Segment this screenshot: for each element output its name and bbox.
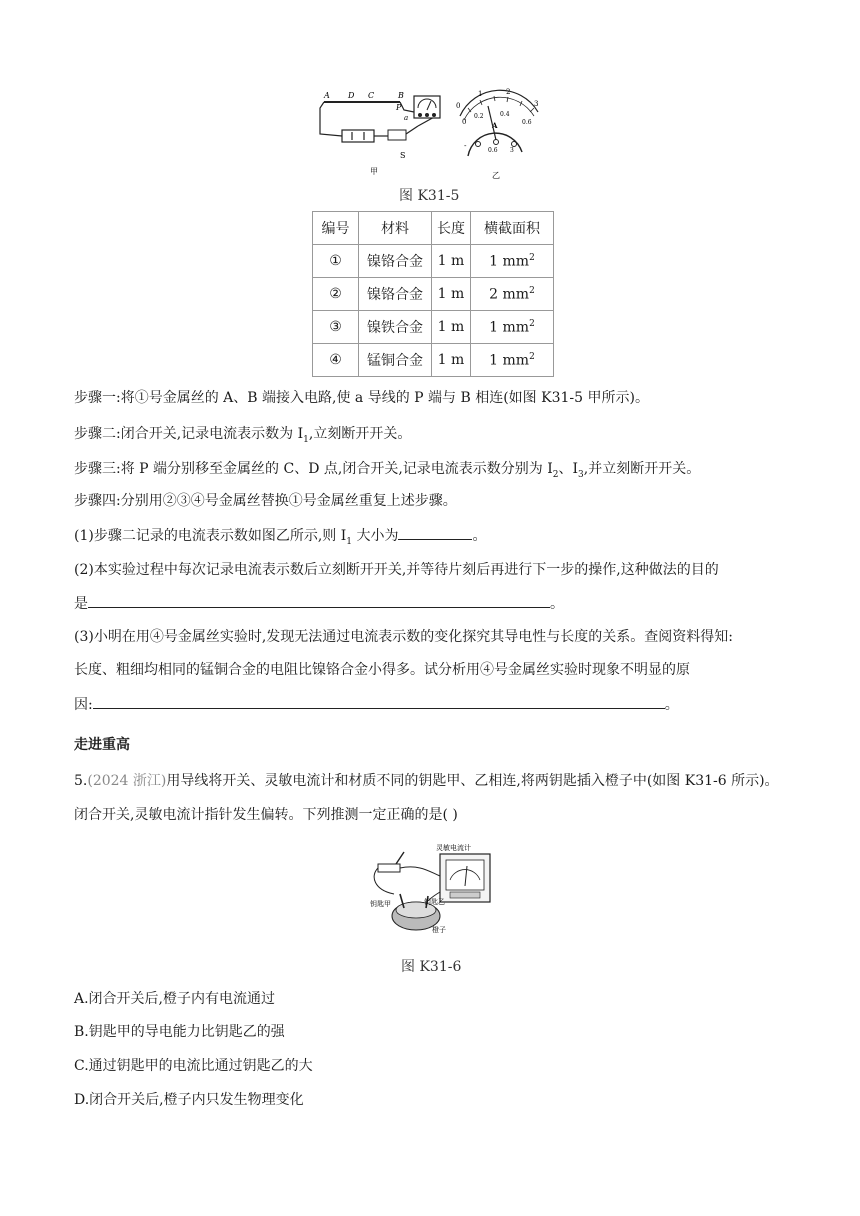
scale-top-1: 1 bbox=[478, 90, 483, 98]
step-3 bbox=[74, 459, 700, 485]
scale-bottom-06: 0.6 bbox=[522, 119, 532, 126]
scale-top-2: 2 bbox=[506, 88, 511, 96]
label-orange: 橙子 bbox=[432, 926, 446, 934]
q5-source: (2024 浙江) bbox=[87, 773, 167, 789]
scale-bottom-04: 0.4 bbox=[500, 111, 510, 118]
area-value: 1 mm bbox=[489, 253, 530, 270]
q5-number: 5. bbox=[74, 773, 88, 789]
q2-prefix: 是 bbox=[74, 596, 88, 612]
area-sup: 2 bbox=[529, 318, 535, 329]
step-3-text: 步骤三:将 P 端分别移至金属丝的 C、D 点,闭合开关,记录电流表示数分别为 I bbox=[74, 461, 553, 477]
terminal-minus: - bbox=[464, 142, 467, 150]
label-key-yi: 钥匙乙 bbox=[424, 898, 445, 906]
option-b[interactable]: B.钥匙甲的导电能力比钥匙乙的强 bbox=[74, 1024, 285, 1040]
question-1 bbox=[74, 525, 486, 552]
orange-battery-figure bbox=[370, 842, 496, 934]
figure1-caption: 图 K31-5 bbox=[399, 188, 460, 204]
label-P: P bbox=[396, 103, 402, 112]
circuit-figure bbox=[318, 86, 544, 184]
cell-id: ① bbox=[313, 245, 359, 278]
step-1: 步骤一:将①号金属丝的 A、B 端接入电路,使 a 导线的 P 端与 B 相连(如图 K31-5 甲所示)。 bbox=[74, 390, 649, 406]
option-c[interactable]: C.通过钥匙甲的电流比通过钥匙乙的大 bbox=[74, 1058, 313, 1074]
header-area: 横截面积 bbox=[471, 212, 554, 245]
figure2-caption: 图 K31-6 bbox=[401, 959, 462, 975]
question-2-line-1: (2)本实验过程中每次记录电流表示数后立刻断开开关,并等待片刻后再进行下一步的操作,这种做法的目的 bbox=[74, 562, 719, 578]
question-3-line-1: (3)小明在用④号金属丝实验时,发现无法通过电流表示数的变化探究其导电性与长度的关系。查阅资料得知: bbox=[74, 629, 733, 645]
cell-area bbox=[471, 344, 554, 377]
cell-length: 1 m bbox=[432, 344, 471, 377]
terminal-06: 0.6 bbox=[488, 147, 498, 154]
label-S: S bbox=[400, 151, 406, 160]
question-3-line-3 bbox=[74, 694, 679, 715]
cell-id: ④ bbox=[313, 344, 359, 377]
cell-length: 1 m bbox=[432, 311, 471, 344]
option-d[interactable]: D.闭合开关后,橙子内只发生物理变化 bbox=[74, 1092, 304, 1108]
q1-sub: 1 bbox=[346, 536, 352, 547]
area-sup: 2 bbox=[529, 252, 535, 263]
meter-unit: A bbox=[492, 121, 498, 130]
label-jia: 甲 bbox=[370, 167, 378, 176]
label-key-jia: 钥匙甲 bbox=[370, 900, 391, 908]
cell-length: 1 m bbox=[432, 245, 471, 278]
question-2-line-2 bbox=[74, 593, 564, 614]
label-a: a bbox=[404, 114, 409, 122]
option-a[interactable]: A.闭合开关后,橙子内有电流通过 bbox=[74, 991, 276, 1007]
step-3-sub1: 2 bbox=[552, 469, 559, 480]
cell-length: 1 m bbox=[432, 278, 471, 311]
step-4: 步骤四:分别用②③④号金属丝替换①号金属丝重复上述步骤。 bbox=[74, 493, 457, 509]
header-id: 编号 bbox=[313, 212, 359, 245]
scale-top-0: 0 bbox=[456, 102, 461, 110]
q2-end: 。 bbox=[550, 596, 564, 612]
area-value: 1 mm bbox=[489, 352, 530, 369]
cell-area bbox=[471, 278, 554, 311]
label-A: A bbox=[324, 91, 330, 100]
cell-material: 镍铁合金 bbox=[359, 311, 432, 344]
question-5-line-2: 闭合开关,灵敏电流计指针发生偏转。下列推测一定正确的是( ) bbox=[74, 807, 458, 823]
materials-table bbox=[312, 211, 554, 377]
cell-id: ③ bbox=[313, 311, 359, 344]
answer-blank-3[interactable] bbox=[93, 694, 665, 709]
section-title: 走进重高 bbox=[74, 737, 130, 753]
q3-prefix: 因: bbox=[74, 697, 93, 713]
label-D: D bbox=[348, 91, 355, 100]
step-2 bbox=[74, 424, 411, 450]
step-2-end: ,立刻断开开关。 bbox=[308, 426, 412, 442]
q5-text: 用导线将开关、灵敏电流计和材质不同的钥匙甲、乙相连,将两钥匙插入橙子中(如图 K31-6 所示)。 bbox=[166, 773, 779, 789]
cell-area bbox=[471, 311, 554, 344]
q1-end: 。 bbox=[472, 528, 487, 544]
step-3-end: ,并立刻断开开关。 bbox=[583, 461, 701, 477]
area-value: 1 mm bbox=[489, 319, 530, 336]
cell-area bbox=[471, 245, 554, 278]
answer-blank-1[interactable] bbox=[398, 525, 472, 540]
area-sup: 2 bbox=[529, 285, 535, 296]
header-material: 材料 bbox=[359, 212, 432, 245]
table-row bbox=[313, 344, 554, 377]
q1-text: (1)步骤二记录的电流表示数如图乙所示,则 I bbox=[74, 528, 347, 544]
step-2-text: 步骤二:闭合开关,记录电流表示数为 I bbox=[74, 426, 304, 442]
step-3-sub2: 3 bbox=[578, 469, 584, 480]
label-galvanometer: 灵敏电流计 bbox=[436, 844, 471, 852]
label-yi: 乙 bbox=[492, 171, 500, 180]
q1-text-2: 大小为 bbox=[352, 528, 399, 544]
label-C: C bbox=[368, 91, 375, 100]
cell-material: 镍铬合金 bbox=[359, 245, 432, 278]
table-row bbox=[313, 311, 554, 344]
q3-end: 。 bbox=[664, 697, 679, 713]
cell-material: 锰铜合金 bbox=[359, 344, 432, 377]
terminal-3: 3 bbox=[510, 147, 514, 154]
scale-top-3: 3 bbox=[534, 100, 539, 108]
scale-bottom-02: 0.2 bbox=[474, 113, 484, 120]
answer-blank-2[interactable] bbox=[88, 593, 550, 608]
cell-id: ② bbox=[313, 278, 359, 311]
header-length: 长度 bbox=[432, 212, 471, 245]
cell-material: 镍铬合金 bbox=[359, 278, 432, 311]
area-sup: 2 bbox=[529, 351, 535, 362]
step-3-mid: 、I bbox=[558, 461, 579, 477]
area-value: 2 mm bbox=[489, 286, 530, 303]
table-row bbox=[313, 278, 554, 311]
step-2-sub: 1 bbox=[303, 434, 309, 445]
label-B: B bbox=[398, 91, 404, 100]
table-row bbox=[313, 245, 554, 278]
table-header-row bbox=[313, 212, 554, 245]
scale-bottom-0: 0 bbox=[462, 118, 467, 126]
question-3-line-2: 长度、粗细均相同的锰铜合金的电阻比镍铬合金小得多。试分析用④号金属丝实验时现象不明显的原 bbox=[74, 662, 690, 678]
question-5-line-1 bbox=[74, 771, 779, 791]
